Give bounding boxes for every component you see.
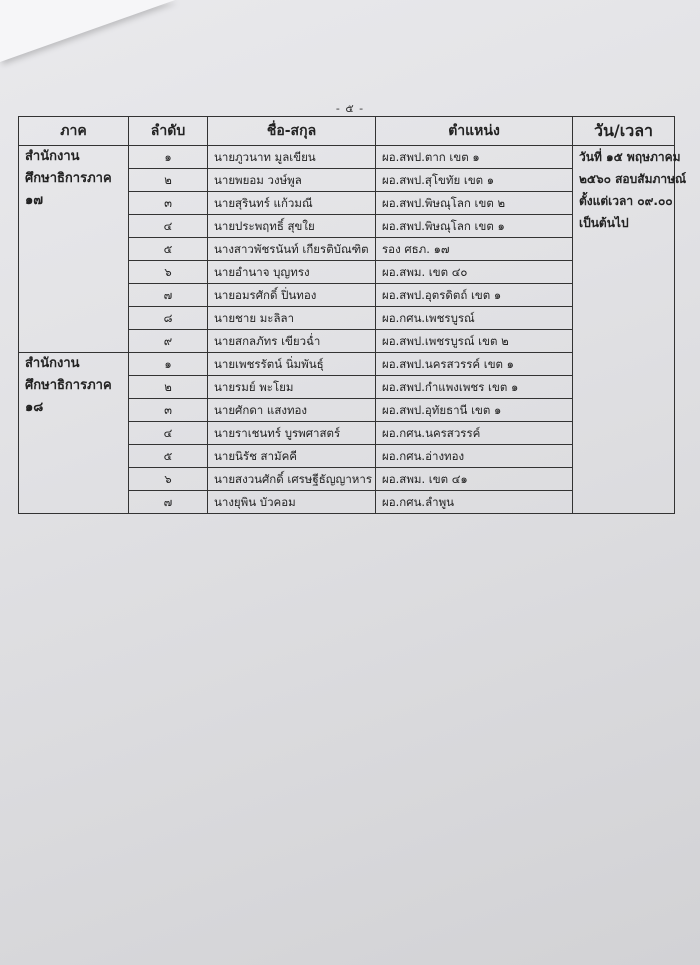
datetime-line: วันที่ ๑๕ พฤษภาคม bbox=[579, 150, 681, 164]
datetime-cell bbox=[573, 146, 687, 514]
header-order: ลำดับ bbox=[129, 117, 208, 146]
name-cell: นายสกลภัทร เขียวฉ่ำ bbox=[208, 330, 376, 353]
name-cell: นายเพชรรัตน์ นิ่มพันธุ์ bbox=[208, 353, 376, 376]
order-cell: ๘ bbox=[129, 307, 208, 330]
order-cell: ๔ bbox=[129, 215, 208, 238]
position-cell: ผอ.สพป.นครสวรรค์ เขต ๑ bbox=[376, 353, 573, 376]
position-cell: ผอ.สพม. เขต ๔๐ bbox=[376, 261, 573, 284]
region-line: สำนักงาน bbox=[25, 356, 80, 371]
name-cell: นายอมรศักดิ์ ปิ่นทอง bbox=[208, 284, 376, 307]
name-cell: นายอำนาจ บุญทรง bbox=[208, 261, 376, 284]
name-cell: นางยุพิน บัวคอม bbox=[208, 491, 376, 514]
position-cell: รอง ศธภ. ๑๗ bbox=[376, 238, 573, 261]
datetime-line: เป็นต้นไป bbox=[579, 216, 629, 230]
position-cell: ผอ.สพป.พิษณุโลก เขต ๒ bbox=[376, 192, 573, 215]
order-cell: ๕ bbox=[129, 238, 208, 261]
header-name: ชื่อ-สกุล bbox=[208, 117, 376, 146]
table-header-row bbox=[19, 117, 675, 146]
name-cell: นายนิรัช สามัคคี bbox=[208, 445, 376, 468]
order-cell: ๓ bbox=[129, 399, 208, 422]
datetime-line: ตั้งแต่เวลา ๐๙.๐๐ bbox=[579, 194, 673, 208]
position-cell: ผอ.สพป.ตาก เขต ๑ bbox=[376, 146, 573, 169]
table-row bbox=[19, 146, 675, 169]
header-position: ตำแหน่ง bbox=[376, 117, 573, 146]
name-cell: นายชาย มะลิลา bbox=[208, 307, 376, 330]
order-cell: ๗ bbox=[129, 284, 208, 307]
table-body bbox=[19, 146, 687, 514]
name-cell: นายราเชนทร์ บูรพศาสตร์ bbox=[208, 422, 376, 445]
order-cell: ๙ bbox=[129, 330, 208, 353]
header-datetime: วัน/เวลา bbox=[573, 117, 675, 146]
name-cell: นายศักดา แสงทอง bbox=[208, 399, 376, 422]
name-cell: นางสาวพัชรนันท์ เกียรติบัณฑิต bbox=[208, 238, 376, 261]
name-cell: นายภูวนาท มูลเขียน bbox=[208, 146, 376, 169]
position-cell: ผอ.กศน.นครสวรรค์ bbox=[376, 422, 573, 445]
order-cell: ๖ bbox=[129, 468, 208, 491]
order-cell: ๒ bbox=[129, 169, 208, 192]
order-cell: ๑ bbox=[129, 353, 208, 376]
position-cell: ผอ.กศน.อ่างทอง bbox=[376, 445, 573, 468]
order-cell: ๔ bbox=[129, 422, 208, 445]
region-line: ๑๗ bbox=[25, 193, 44, 208]
order-cell: ๖ bbox=[129, 261, 208, 284]
position-cell: ผอ.สพป.อุทัยธานี เขต ๑ bbox=[376, 399, 573, 422]
position-cell: ผอ.สพม. เขต ๔๑ bbox=[376, 468, 573, 491]
region-line: ศึกษาธิการภาค bbox=[25, 171, 112, 186]
order-cell: ๒ bbox=[129, 376, 208, 399]
order-cell: ๑ bbox=[129, 146, 208, 169]
name-cell: นายสงวนศักดิ์ เศรษฐีธัญญาหาร bbox=[208, 468, 376, 491]
region-line: สำนักงาน bbox=[25, 149, 80, 164]
region-line: ๑๘ bbox=[25, 400, 44, 415]
order-cell: ๗ bbox=[129, 491, 208, 514]
name-cell: นายพยอม วงษ์พูล bbox=[208, 169, 376, 192]
datetime-line: ๒๕๖๐ สอบสัมภาษณ์ bbox=[579, 172, 687, 186]
position-cell: ผอ.สพป.กำแพงเพชร เขต ๑ bbox=[376, 376, 573, 399]
order-cell: ๕ bbox=[129, 445, 208, 468]
name-cell: นายรมย์ พะโยม bbox=[208, 376, 376, 399]
position-cell: ผอ.กศน.เพชรบูรณ์ bbox=[376, 307, 573, 330]
position-cell: ผอ.กศน.ลำพูน bbox=[376, 491, 573, 514]
region-cell bbox=[19, 353, 129, 514]
region-cell bbox=[19, 146, 129, 353]
interview-schedule-table bbox=[18, 116, 687, 514]
page-number: - ๕ - bbox=[335, 102, 365, 115]
region-line: ศึกษาธิการภาค bbox=[25, 378, 112, 393]
position-cell: ผอ.สพป.อุตรดิตถ์ เขต ๑ bbox=[376, 284, 573, 307]
name-cell: นายสุรินทร์ แก้วมณี bbox=[208, 192, 376, 215]
header-region: ภาค bbox=[19, 117, 129, 146]
position-cell: ผอ.สพป.พิษณุโลก เขต ๑ bbox=[376, 215, 573, 238]
position-cell: ผอ.สพป.เพชรบูรณ์ เขต ๒ bbox=[376, 330, 573, 353]
order-cell: ๓ bbox=[129, 192, 208, 215]
folded-page-corner bbox=[0, 0, 175, 62]
position-cell: ผอ.สพป.สุโขทัย เขต ๑ bbox=[376, 169, 573, 192]
name-cell: นายประพฤทธิ์ สุขใย bbox=[208, 215, 376, 238]
